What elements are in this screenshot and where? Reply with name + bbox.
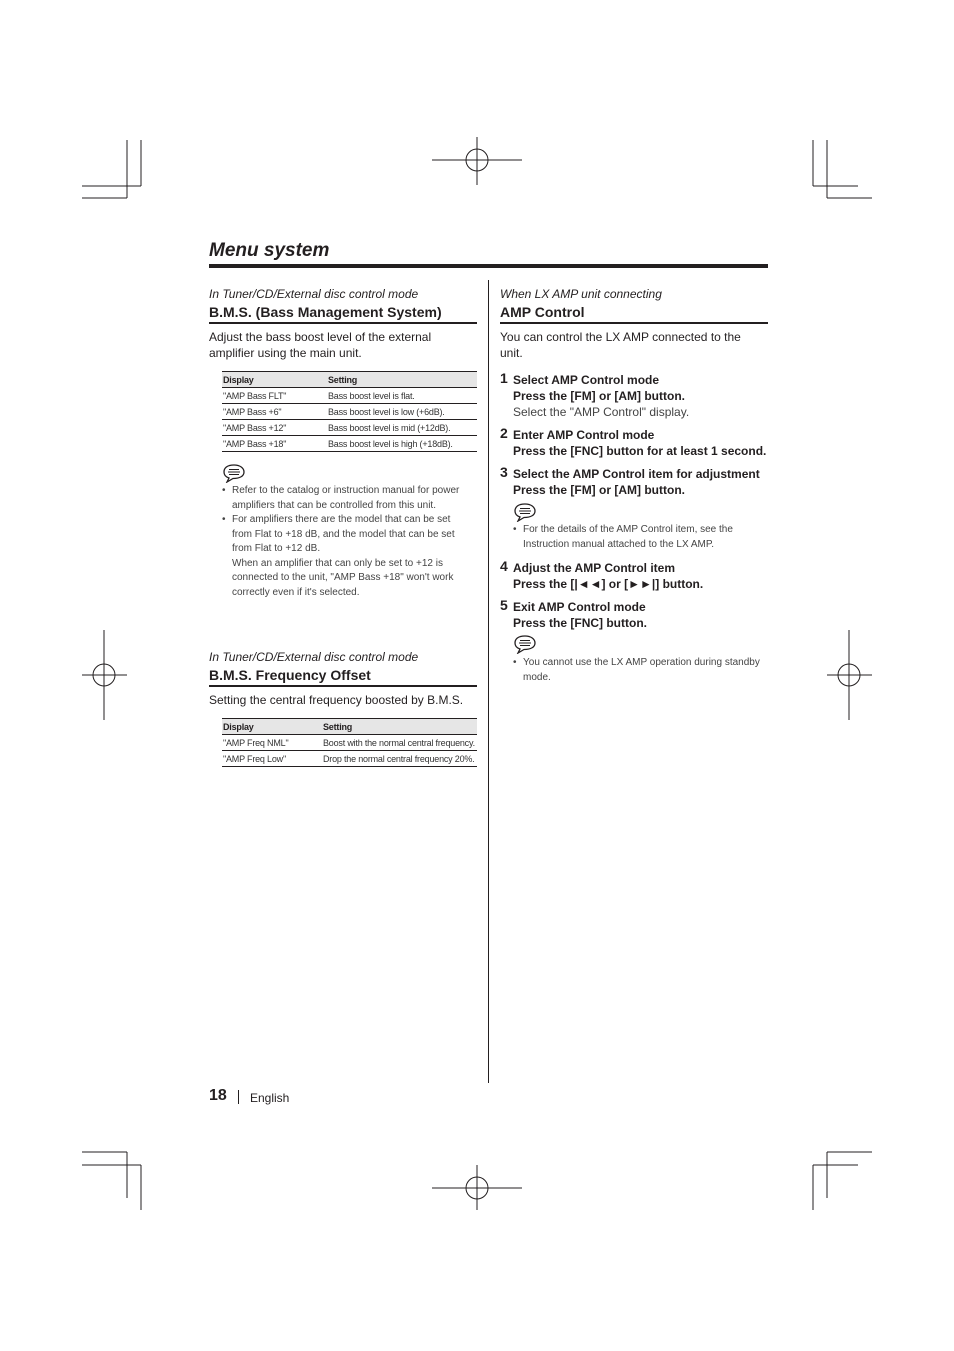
note-icon	[513, 502, 537, 522]
table-cell-setting: Bass boost level is low (+6dB).	[327, 404, 477, 420]
table-cell-display: "AMP Bass +12"	[222, 420, 327, 436]
page-number: 18	[209, 1087, 227, 1104]
table-header-display: Display	[222, 719, 322, 735]
table-row	[222, 404, 477, 420]
step-title: Select the AMP Control item for adjustment	[513, 467, 760, 481]
amp-step3-notes	[513, 523, 763, 552]
amp-note-step3: For the details of the AMP Control item, see the Instruction manual attached to the LX AMP.	[523, 524, 733, 550]
bms-mode: In Tuner/CD/External disc control mode	[209, 287, 419, 301]
bms-notes	[222, 484, 472, 600]
step-title: Exit AMP Control mode	[513, 600, 646, 614]
amp-end-notes	[513, 656, 768, 685]
freq-table	[222, 718, 477, 767]
step-title: Adjust the AMP Control item	[513, 561, 675, 575]
freq-mode: In Tuner/CD/External disc control mode	[209, 650, 419, 664]
bms-description: Adjust the bass boost level of the external amplifier using the main unit.	[209, 330, 432, 360]
list-item: • Refer to the catalog or instruction manual for power amplifiers that can be controlled from this unit.	[222, 485, 460, 511]
amp-heading-rule	[500, 322, 768, 324]
footer-divider	[238, 1090, 239, 1104]
step-action: Press the [FNC] button for at least 1 second.	[513, 444, 767, 458]
amp-step-1	[500, 372, 768, 420]
table-row	[222, 735, 477, 751]
table-row	[222, 436, 477, 452]
table-cell-display: "AMP Freq NML"	[222, 735, 322, 751]
freq-heading: B.M.S. Frequency Offset	[209, 667, 371, 683]
table-cell-setting: Bass boost level is mid (+12dB).	[327, 420, 477, 436]
bms-table	[222, 371, 477, 452]
table-row	[222, 751, 477, 767]
table-header-row	[222, 372, 477, 388]
amp-note-end: You cannot use the LX AMP operation during standby mode.	[523, 657, 760, 683]
step-number: 4	[500, 558, 508, 574]
step-number: 3	[500, 464, 508, 480]
note-icon	[513, 634, 537, 654]
step-action: Press the [FNC] button.	[513, 616, 647, 630]
table-row	[222, 420, 477, 436]
step-title: Select AMP Control mode	[513, 373, 660, 387]
bms-note-2: For amplifiers there are the model that can be set from Flat to +18 dB, and the model that can be set from Flat to +12 dB.	[232, 514, 455, 554]
table-header-setting: Setting	[327, 372, 477, 388]
page-title: Menu system	[209, 240, 330, 261]
bms-note-3: When an amplifier that can only be set to +12 is connected to the unit, "AMP Bass +18" won't work correctly even if it's selected.	[232, 557, 454, 598]
table-cell-setting: Drop the normal central frequency 20%.	[322, 751, 477, 767]
table-cell-setting: Bass boost level is flat.	[327, 388, 477, 404]
bms-note-1: Refer to the catalog or instruction manual for power amplifiers that can be controlled from this unit.	[232, 485, 460, 511]
amp-heading: AMP Control	[500, 304, 585, 320]
column-divider	[488, 280, 489, 1083]
table-cell-display: "AMP Bass +6"	[222, 404, 327, 420]
step-action: Press the [|◄◄] or [►►|] button.	[513, 577, 704, 591]
amp-step-2	[500, 427, 768, 459]
step-action: Press the [FM] or [AM] button.	[513, 389, 685, 403]
step-action: Press the [FM] or [AM] button.	[513, 483, 685, 497]
amp-step-4	[500, 560, 768, 592]
title-rule	[209, 264, 768, 268]
amp-step-5	[500, 599, 768, 631]
amp-mode: When LX AMP unit connecting	[500, 287, 662, 301]
bms-heading-rule	[209, 322, 477, 324]
list-item: • For amplifiers there are the model that can be set from Flat to +18 dB, and the model that can be set from Flat to +12 dB.	[222, 514, 455, 554]
note-icon	[222, 463, 246, 483]
table-cell-setting: Bass boost level is high (+18dB).	[327, 436, 477, 452]
table-header-display: Display	[222, 372, 327, 388]
table-cell-display: "AMP Bass FLT"	[222, 388, 327, 404]
page-language: English	[250, 1091, 290, 1105]
table-header-setting: Setting	[322, 719, 477, 735]
list-item: • You cannot use the LX AMP operation during standby mode.	[513, 657, 760, 683]
list-item	[222, 557, 472, 601]
step-result: Select the "AMP Control" display.	[513, 405, 690, 419]
step-title: Enter AMP Control mode	[513, 428, 655, 442]
step-number: 5	[500, 597, 508, 613]
table-cell-setting: Boost with the normal central frequency.	[322, 735, 477, 751]
list-item: • For the details of the AMP Control item, see the Instruction manual attached to the LX AMP.	[513, 524, 733, 550]
step-number: 2	[500, 425, 508, 441]
step-number: 1	[500, 370, 508, 386]
freq-description: Setting the central frequency boosted by B.M.S.	[209, 693, 464, 707]
amp-description: You can control the LX AMP connected to the unit.	[500, 330, 741, 360]
bms-heading: B.M.S. (Bass Management System)	[209, 304, 442, 320]
table-cell-display: "AMP Bass +18"	[222, 436, 327, 452]
table-row	[222, 388, 477, 404]
amp-step-3	[500, 466, 768, 498]
table-cell-display: "AMP Freq Low"	[222, 751, 322, 767]
freq-heading-rule	[209, 685, 477, 687]
table-header-row	[222, 719, 477, 735]
